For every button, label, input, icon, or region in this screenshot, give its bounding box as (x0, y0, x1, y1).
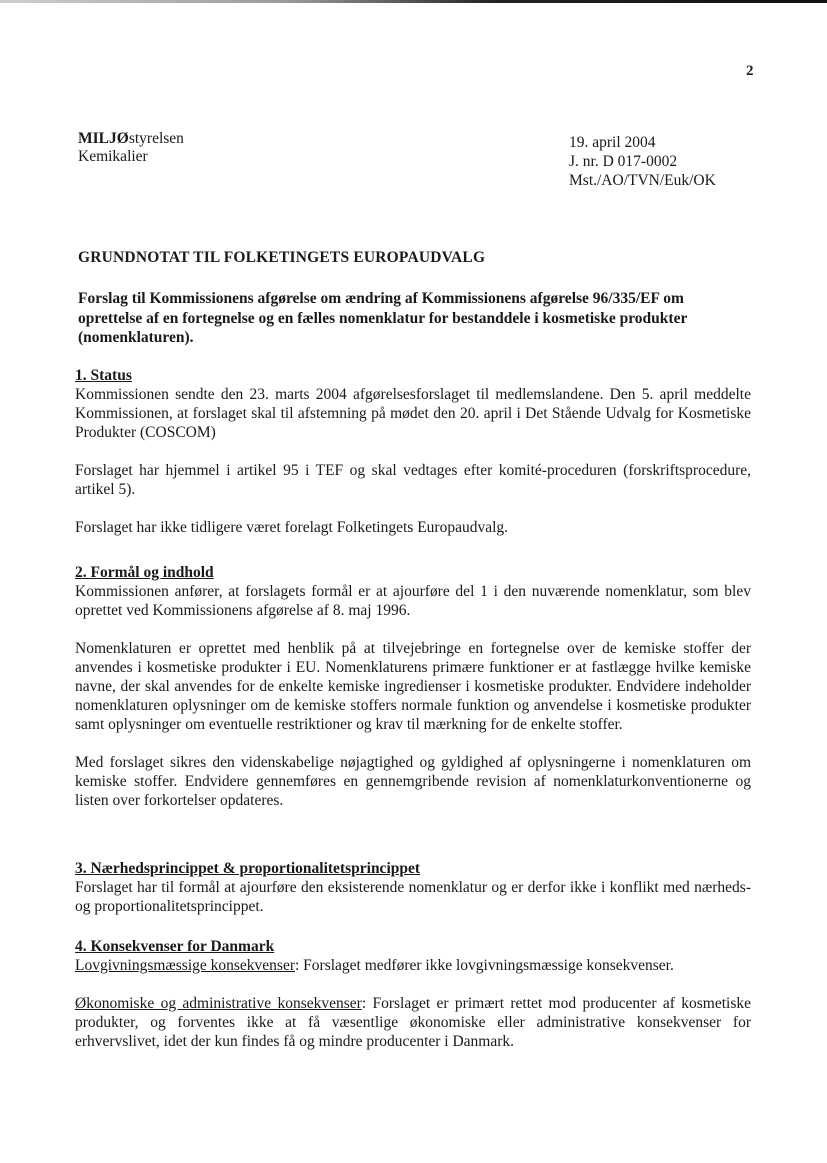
paragraph: Med forslaget sikres den videnskabelige nøjagtighed og gyldighed af oplysningerne i nomenklaturen om kemiske stoffer. Endvidere gennemføres en gennemgribende revision af nomenklaturkonventionerne og listen over forkortelser opdateres. (75, 754, 751, 809)
sender-org-rest: styrelsen (128, 130, 184, 147)
sender-org-bold: MILJØ (78, 130, 129, 147)
section-heading: 4. Konsekvenser for Danmark (75, 938, 275, 955)
section-heading: 3. Nærhedsprincippet & proportionalitetsprincippet (75, 860, 421, 877)
paragraph: Forslaget har til formål at ajourføre den eksisterende nomenklatur og er derfor ikke i konflikt med nærheds- og proportionalitetsprincippet. (75, 879, 751, 915)
document-date: 19. april 2004 (569, 134, 656, 151)
reference-code: Mst./AO/TVN/Euk/OK (569, 172, 716, 189)
page-top-border (0, 0, 827, 3)
document-meta (569, 133, 716, 190)
document-subject: Forslag til Kommissionens afgørelse om ændring af Kommissionens afgørelse 96/335/EF om oprettelse af en fortegnelse og en fælles nomenklatur for bestanddele i kosmetiske produkter (nomenklaturen). (78, 290, 688, 346)
economic-consequences-text: : Forslaget er primært rettet mod producenter af kosmetiske produkter, og forventes ikke at få væsentlige økonomiske eller administrative konsekvenser for erhvervslivet, idet der kun findes få og mindre producenter i Danmark. (75, 995, 751, 1050)
economic-consequences-label: Økonomiske og administrative konsekvenser (75, 995, 362, 1012)
paragraph: Nomenklaturen er oprettet med henblik på at tilvejebringe en fortegnelse over de kemiske stoffer der anvendes i kosmetiske produkter i EU. Nomenklaturens primære funktioner er at fastlægge hvilke kemiske navne, der skal anvendes for de enkelte kemiske ingredienser i kosmetiske produkter. Endvidere indeholder nomenklaturen oplysninger om de kemiske stoffers normale funktion og anvendelse i kosmetiske produkter samt oplysninger om eventuelle restriktioner og krav til mærkning for de enkelte stoffer. (75, 640, 751, 733)
sender-block (78, 130, 184, 166)
section-heading: 2. Formål og indhold (75, 564, 214, 581)
paragraph: Forslaget har hjemmel i artikel 95 i TEF og skal vedtages efter komité-proceduren (forskriftsprocedure, artikel 5). (75, 462, 751, 498)
section-status (75, 366, 751, 537)
section-heading: 1. Status (75, 367, 132, 384)
section-purpose (75, 563, 751, 810)
legal-consequences-label: Lovgivningsmæssige konsekvenser (75, 957, 295, 974)
paragraph (75, 994, 751, 1051)
sender-department: Kemikalier (78, 148, 148, 165)
sender-organization (78, 130, 184, 148)
paragraph: Kommissionen anfører, at forslagets formål er at ajourføre del 1 i den nuværende nomenklatur, som blev oprettet ved Kommissionens afgørelse af 8. maj 1996. (75, 583, 751, 619)
journal-number: J. nr. D 017-0002 (569, 153, 678, 170)
page-number: 2 (746, 63, 754, 79)
paragraph (75, 956, 751, 975)
paragraph: Forslaget har ikke tidligere været forelagt Folketingets Europaudvalg. (75, 519, 509, 536)
section-subsidiarity (75, 859, 751, 916)
section-consequences (75, 937, 751, 1051)
legal-consequences-text: : Forslaget medfører ikke lovgivningsmæssige konsekvenser. (295, 957, 674, 974)
document-title: GRUNDNOTAT TIL FOLKETINGETS EUROPAUDVALG (78, 249, 486, 266)
paragraph: Kommissionen sendte den 23. marts 2004 afgørelsesforslaget til medlemslandene. Den 5. april meddelte Kommissionen, at forslaget skal til afstemning på mødet den 20. april i Det Stående Udvalg for Kosmetiske Produkter (COSCOM) (75, 386, 751, 441)
